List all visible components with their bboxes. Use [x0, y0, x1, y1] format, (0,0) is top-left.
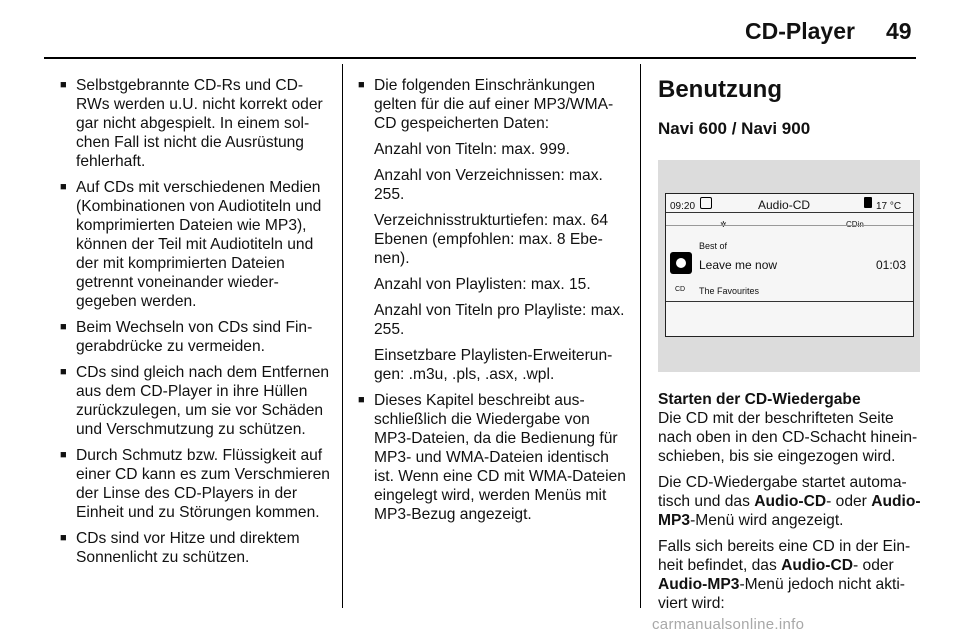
list-item-text: Durch Schmutz bzw. Flüssigkeit auf einer CD kann es zum Verschmieren der Linse des CD-Players in der Einheit und zu Störungen kommen. [76, 447, 330, 521]
sub-paragraph: Anzahl von Verzeichnissen: max. 255. [374, 167, 603, 203]
sub-paragraph: Verzeichnisstrukturtiefen: max. 64 Ebenen (empfohlen: max. 8 Ebenen). [374, 212, 609, 267]
header-rule [44, 57, 916, 59]
screen-duration: 01:03 [876, 258, 907, 272]
paragraph [658, 537, 926, 613]
cd-label: CD [675, 286, 686, 293]
column-1 [60, 76, 330, 574]
list-item-text: Dieses Kapitel beschreibt ausschließlich die Wiedergabe von MP3-Dateien, da die Bedienung für MP3- und WMA-Dateien identisch ist. Wenn eine CD mit WMA-Dateien eingelegt wird, werden Menüs mit MP3-Bezug angezeigt. [374, 392, 626, 523]
text-run: -Menü jedoch nicht aktiviert wird: [658, 576, 905, 612]
screen-time: 09:20 [670, 201, 696, 212]
audio-cd-screen [665, 193, 914, 337]
screen-divider [666, 225, 913, 226]
text-run: - oder [853, 557, 894, 574]
list-item [358, 76, 626, 133]
subsection-title: Starten der CD-Wiedergabe [658, 391, 861, 408]
list-item [60, 363, 330, 439]
column-3 [658, 76, 926, 620]
text-run: Falls sich bereits eine CD in der Einheit befindet, das [658, 538, 911, 574]
paragraph: Die CD mit der beschrifteten Seite nach oben in den CD-Schacht hineinschieben, bis sie eingezogen wird. [658, 410, 918, 465]
list-item [60, 76, 330, 171]
column-2 [358, 76, 626, 531]
column-divider-2 [640, 64, 641, 608]
bullet-icon: ■ [358, 394, 365, 406]
bullet-icon: ■ [60, 321, 67, 333]
screen-track: Leave me now [699, 258, 778, 272]
text-run: - oder [826, 493, 872, 510]
footer-watermark: carmanualsonline.info [652, 616, 805, 633]
list-item [358, 391, 626, 524]
bullet-icon: ■ [60, 532, 67, 544]
menu-name: Audio-CD [754, 493, 827, 510]
bullet-icon: ■ [60, 181, 67, 193]
list-item [60, 318, 330, 356]
sub-paragraph: Einsetzbare Playlisten-Erweiterungen: .m3u, .pls, .asx, .wpl. [374, 347, 613, 383]
list-item-text: Auf CDs mit verschiedenen Medien (Kombinationen von Audiotiteln und komprimierten Dateien wie MP3), können der Teil mit Audiotiteln und der mit komprimierten Dateien getrennt voneinander wiedergegeben werden. [76, 179, 322, 310]
screen-title: Audio-CD [758, 198, 811, 212]
section-subheading: Navi 600 / Navi 900 [658, 119, 811, 138]
phone-icon [864, 197, 872, 208]
list-item-text: Selbstgebrannte CD-Rs und CD-RWs werden u.U. nicht korrekt oder gar nicht abgespielt. In einem solchen Fall ist nicht die Ausrüstung fehlerhaft. [76, 77, 323, 170]
menu-name: Audio-CD [781, 557, 853, 574]
text-run: Die CD-Wiedergabe startet automatisch und das [658, 474, 907, 510]
text-run: -Menü wird angezeigt. [690, 512, 844, 529]
page-header-title: CD-Player [745, 18, 855, 44]
list-item-text: Die folgenden Einschränkungen gelten für die auf einer MP3/WMA-CD gespeicherten Daten: [374, 77, 614, 132]
list-item [60, 178, 330, 311]
list-item [60, 529, 330, 567]
screen-album: The Favourites [699, 286, 760, 296]
list-item [60, 446, 330, 522]
bullet-icon: ■ [60, 79, 67, 91]
section-heading: Benutzung [658, 76, 782, 103]
page-number: 49 [886, 18, 912, 44]
screen-divider [666, 301, 913, 302]
menu-name: Audio-MP3 [658, 493, 921, 529]
list-item-text: CDs sind gleich nach dem Entfernen aus dem CD-Player in ihre Hüllen zurückzulegen, um sie vor Schäden und Verschmutzung zu schützen. [76, 364, 330, 438]
paragraph [658, 473, 926, 530]
cd-icon [670, 252, 692, 274]
list-item-text: Beim Wechseln von CDs sind Fingerabdrücke zu vermeiden. [76, 319, 313, 355]
sub-paragraph: Anzahl von Titeln pro Playliste: max. 255. [374, 302, 625, 338]
list-item-text: CDs sind vor Hitze und direktem Sonnenlicht zu schützen. [76, 530, 300, 566]
bullet-icon: ■ [60, 366, 67, 378]
menu-name: Audio-MP3 [658, 576, 740, 593]
screen-temperature: 17 °C [876, 201, 902, 212]
sub-paragraph: Anzahl von Playlisten: max. 15. [374, 276, 591, 293]
column-divider-1 [342, 64, 343, 608]
bullet-icon: ■ [60, 449, 67, 461]
bullet-icon: ■ [358, 79, 365, 91]
screen-artist: Best of [699, 241, 728, 251]
screen-figure [658, 160, 920, 372]
disc-icon [700, 197, 712, 209]
sub-paragraph: Anzahl von Titeln: max. 999. [374, 141, 570, 158]
